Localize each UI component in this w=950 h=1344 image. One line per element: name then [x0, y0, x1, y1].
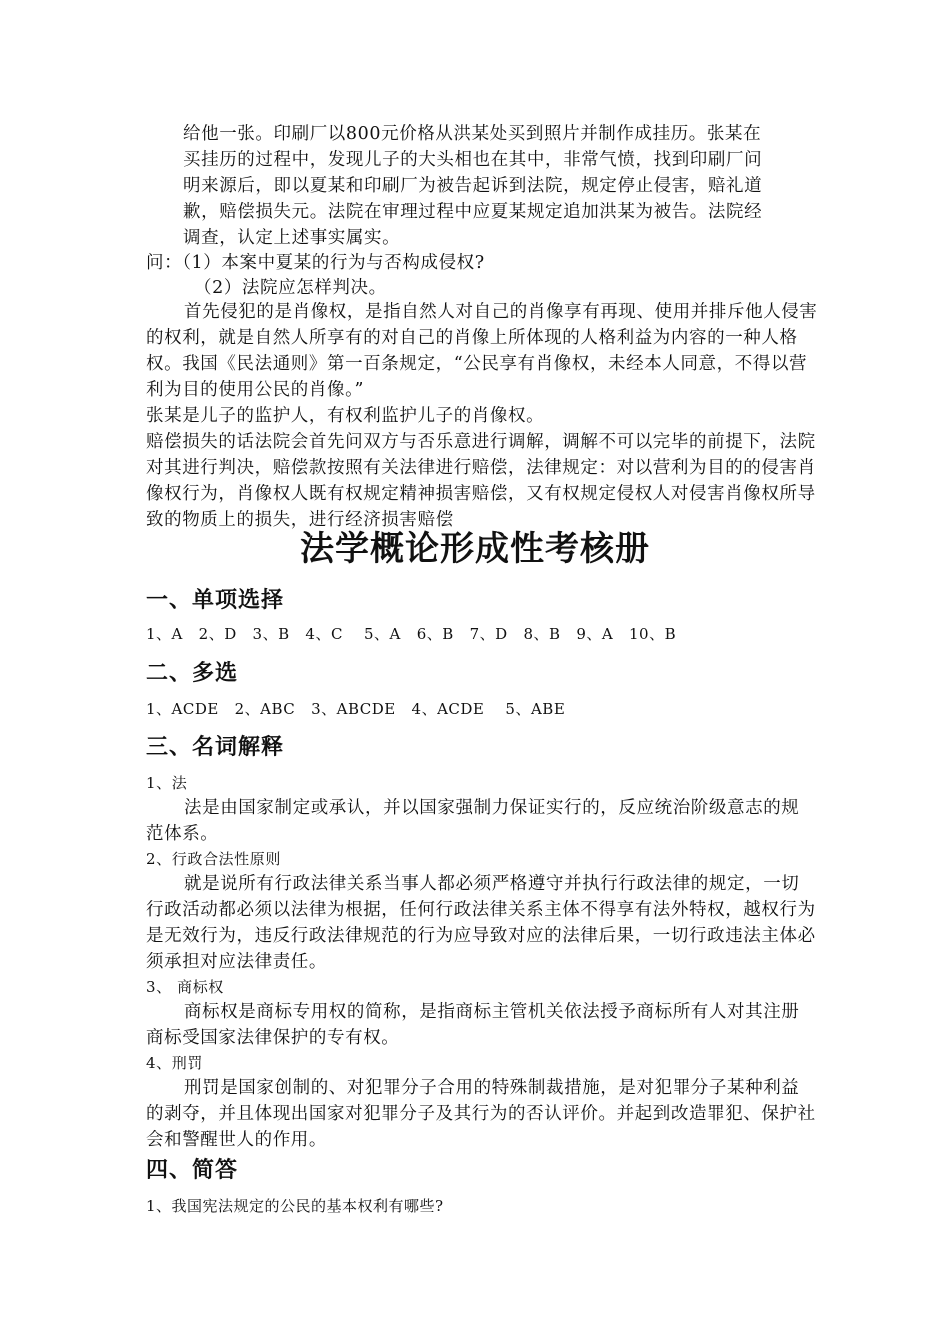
question-1: 问：（1）本案中夏某的行为与否构成侵权? [146, 253, 485, 273]
section-heading-short-answer: 四、简答 [146, 1157, 239, 1183]
document-title: 法学概论形成性考核册 [300, 529, 650, 569]
case-description [183, 121, 813, 251]
short-answer-question: 1、我国宪法规定的公民的基本权利有哪些? [146, 1197, 444, 1215]
case-line: 买挂历的过程中，发现儿子的大头相也在其中，非常气愤，找到印刷厂问 [183, 150, 763, 170]
term-name: 1、法 [146, 774, 188, 792]
section-heading-multiple-choice: 二、多选 [146, 660, 239, 686]
case-line: 明来源后，即以夏某和印刷厂为被告起诉到法院，规定停止侵害，赔礼道 [183, 176, 763, 196]
term-definition: 刑罚是国家创制的、对犯罪分子合用的特殊制裁措施，是对犯罪分子某种利益的剥夺，并且体现出国家对犯罪分子及其行为的否认评价。并起到改造罪犯、保护社会和警醒世人的作用。 [146, 1078, 816, 1150]
case-answer [146, 299, 818, 533]
case-line: 给他一张。印刷厂以800元价格从洪某处买到照片并制作成挂历。张某在 [183, 124, 762, 144]
answer-paragraph: 首先侵犯的是肖像权，是指自然人对自己的肖像享有再现、使用并排斥他人侵害的权利，就是自然人所享有的对自己的肖像上所体现的人格利益为内容的一种人格权。我国《民法通则》第一百条规定，“公民享有肖像权，未经本人同意，不得以营利为目的使用公民的肖像。” [146, 302, 818, 400]
multiple-choice-answers: 1、ACDE 2、ABC 3、ABCDE 4、ACDE 5、ABE [146, 700, 566, 718]
question-2: （2）法院应怎样判决。 [194, 278, 387, 298]
term-name: 2、行政合法性原则 [146, 850, 281, 868]
term-definition: 法是由国家制定或承认，并以国家强制力保证实行的，反应统治阶级意志的规范体系。 [146, 798, 800, 844]
case-line: 歉，赔偿损失元。法院在审理过程中应夏某规定追加洪某为被告。法院经 [183, 202, 763, 222]
answer-paragraph: 张某是儿子的监护人，有权利监护儿子的肖像权。 [146, 406, 545, 426]
term-name: 4、刑罚 [146, 1054, 203, 1072]
term-definition: 商标权是商标专用权的简称，是指商标主管机关依法授予商标所有人对其注册商标受国家法律保护的专有权。 [146, 1002, 800, 1048]
section-heading-term-definitions: 三、名词解释 [146, 734, 285, 760]
section-heading-single-choice: 一、单项选择 [146, 587, 285, 613]
term-definitions [146, 771, 816, 1153]
single-choice-answers: 1、A 2、D 3、B 4、C 5、A 6、B 7、D 8、B 9、A 10、B [146, 625, 677, 643]
answer-paragraph: 赔偿损失的话法院会首先问双方与否乐意进行调解，调解不可以完毕的前提下，法院对其进行判决，赔偿款按照有关法律进行赔偿，法律规定：对以营利为目的的侵害肖像权行为，肖像权人既有权规定精神损害赔偿，又有权规定侵权人对侵害肖像权所导致的物质上的损失，进行经济损害赔偿 [146, 432, 816, 530]
case-line: 调查，认定上述事实属实。 [183, 228, 401, 248]
term-name: 3、 商标权 [146, 978, 224, 996]
term-definition: 就是说所有行政法律关系当事人都必须严格遵守并执行行政法律的规定，一切行政活动都必须以法律为根据，任何行政法律关系主体不得享有法外特权，越权行为是无效行为，违反行政法律规范的行为应导致对应的法律后果，一切行政违法主体必须承担对应法律责任。 [146, 874, 816, 972]
